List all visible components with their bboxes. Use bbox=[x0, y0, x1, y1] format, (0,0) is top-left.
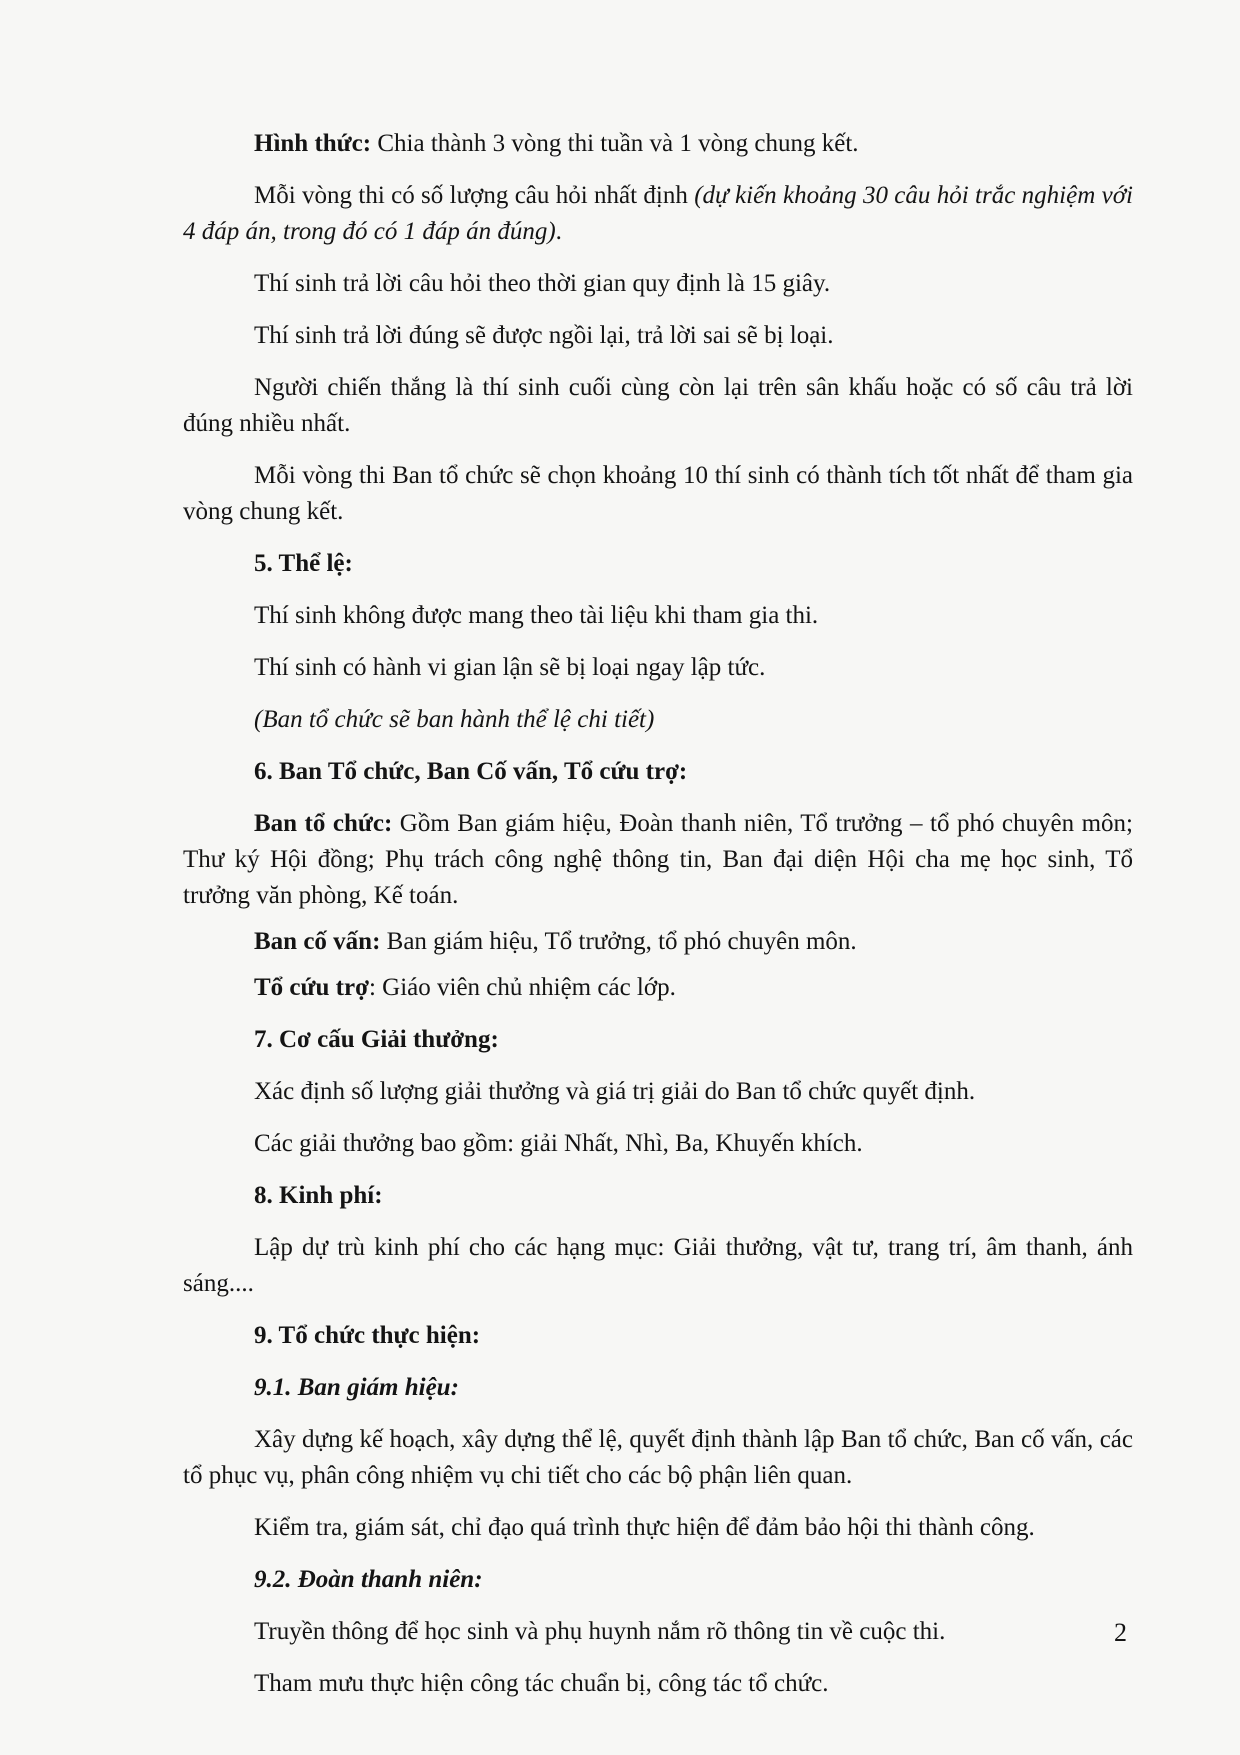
heading-ban-to-chuc: 6. Ban Tổ chức, Ban Cố vấn, Tổ cứu trợ: bbox=[254, 758, 688, 785]
heading-section-8 bbox=[183, 1178, 1133, 1214]
paragraph-s92-2: Tham mưu thực hiện công tác chuẩn bị, công tác tổ chức. bbox=[254, 1670, 829, 1697]
paragraph-s8-1: Lập dự trù kinh phí cho các hạng mục: Giải thưởng, vật tư, trang trí, âm thanh, ánh sáng.... bbox=[183, 1234, 1133, 1297]
label-ban-co-van: Ban cố vấn: bbox=[254, 928, 381, 955]
heading-section-9-2 bbox=[183, 1562, 1133, 1598]
paragraph-chien-thang: Người chiến thắng là thí sinh cuối cùng còn lại trên sân khấu hoặc có số câu trả lời đúng nhiều nhất. bbox=[183, 374, 1133, 437]
label-hinh-thuc: Hình thức: bbox=[254, 130, 372, 157]
paragraph-ban-to-chuc bbox=[183, 806, 1133, 914]
heading-giai-thuong: 7. Cơ cấu Giải thưởng: bbox=[254, 1026, 499, 1053]
page-number: 2 bbox=[1114, 1618, 1127, 1647]
text-moi-vong-end: . bbox=[555, 218, 562, 245]
paragraph-s91-2: Kiểm tra, giám sát, chỉ đạo quá trình thực hiện để đảm bảo hội thi thành công. bbox=[254, 1514, 1035, 1541]
heading-section-9-1 bbox=[183, 1370, 1133, 1406]
heading-doan-thanh-nien: 9.2. Đoàn thanh niên: bbox=[254, 1566, 483, 1593]
note-cau-hoi: (dự kiến khoảng 30 câu hỏi trắc nghiệm với 4 đáp án, trong đó có 1 đáp án đúng) bbox=[183, 182, 1133, 245]
paragraph-s5-2: Thí sinh có hành vi gian lận sẽ bị loại ngay lập tức. bbox=[254, 654, 766, 681]
text-hinh-thuc: Chia thành 3 vòng thi tuần và 1 vòng chung kết. bbox=[371, 130, 859, 157]
document-body bbox=[183, 126, 1133, 1702]
paragraph-ban-co-van bbox=[183, 924, 1133, 960]
paragraph-s7-1: Xác định số lượng giải thưởng và giá trị giải do Ban tổ chức quyết định. bbox=[254, 1078, 976, 1105]
text-ban-to-chuc: Gồm Ban giám hiệu, Đoàn thanh niên, Tổ trưởng – tổ phó chuyên môn; Thư ký Hội đồng; Phụ trách công nghệ thông tin, Ban đại diện Hội cha mẹ học sinh, Tổ trưởng văn phòng, Kế toán. bbox=[183, 810, 1133, 909]
paragraph-hinh-thuc bbox=[183, 126, 1133, 162]
paragraph-moi-vong bbox=[183, 178, 1133, 250]
paragraph-thoi-gian: Thí sinh trả lời câu hỏi theo thời gian quy định là 15 giây. bbox=[254, 270, 831, 297]
paragraph-s91-1: Xây dựng kế hoạch, xây dựng thể lệ, quyết định thành lập Ban tổ chức, Ban cố vấn, các tổ phục vụ, phân công nhiệm vụ chi tiết cho các bộ phận liên quan. bbox=[183, 1426, 1133, 1489]
paragraph-s7-2: Các giải thưởng bao gồm: giải Nhất, Nhì, Ba, Khuyến khích. bbox=[254, 1130, 863, 1157]
text-moi-vong: Mỗi vòng thi có số lượng câu hỏi nhất định bbox=[254, 182, 695, 209]
paragraph-dung-sai: Thí sinh trả lời đúng sẽ được ngồi lại, trả lời sai sẽ bị loại. bbox=[254, 322, 834, 349]
label-ban-to-chuc: Ban tổ chức: bbox=[254, 810, 393, 837]
label-to-cuu-tro: Tổ cứu trợ bbox=[254, 974, 369, 1001]
paragraph-s92-1: Truyền thông để học sinh và phụ huynh nắm rõ thông tin về cuộc thi. bbox=[254, 1618, 946, 1645]
heading-section-9 bbox=[183, 1318, 1133, 1354]
heading-to-chuc-thuc-hien: 9. Tổ chức thực hiện: bbox=[254, 1322, 481, 1349]
heading-ban-giam-hieu: 9.1. Ban giám hiệu: bbox=[254, 1374, 459, 1401]
heading-section-5 bbox=[183, 546, 1133, 582]
heading-section-6 bbox=[183, 754, 1133, 790]
paragraph-chon: Mỗi vòng thi Ban tổ chức sẽ chọn khoảng 10 thí sinh có thành tích tốt nhất để tham gia vòng chung kết. bbox=[183, 462, 1133, 525]
text-ban-co-van: Ban giám hiệu, Tổ trưởng, tổ phó chuyên môn. bbox=[380, 928, 857, 955]
text-to-cuu-tro: : Giáo viên chủ nhiệm các lớp. bbox=[368, 974, 676, 1001]
paragraph-s5-1: Thí sinh không được mang theo tài liệu khi tham gia thi. bbox=[254, 602, 819, 629]
heading-the-le: 5. Thể lệ: bbox=[254, 550, 353, 577]
paragraph-to-cuu-tro bbox=[183, 970, 1133, 1006]
heading-kinh-phi: 8. Kinh phí: bbox=[254, 1182, 383, 1209]
heading-section-7 bbox=[183, 1022, 1133, 1058]
note-the-le: (Ban tổ chức sẽ ban hành thể lệ chi tiết) bbox=[254, 706, 655, 733]
